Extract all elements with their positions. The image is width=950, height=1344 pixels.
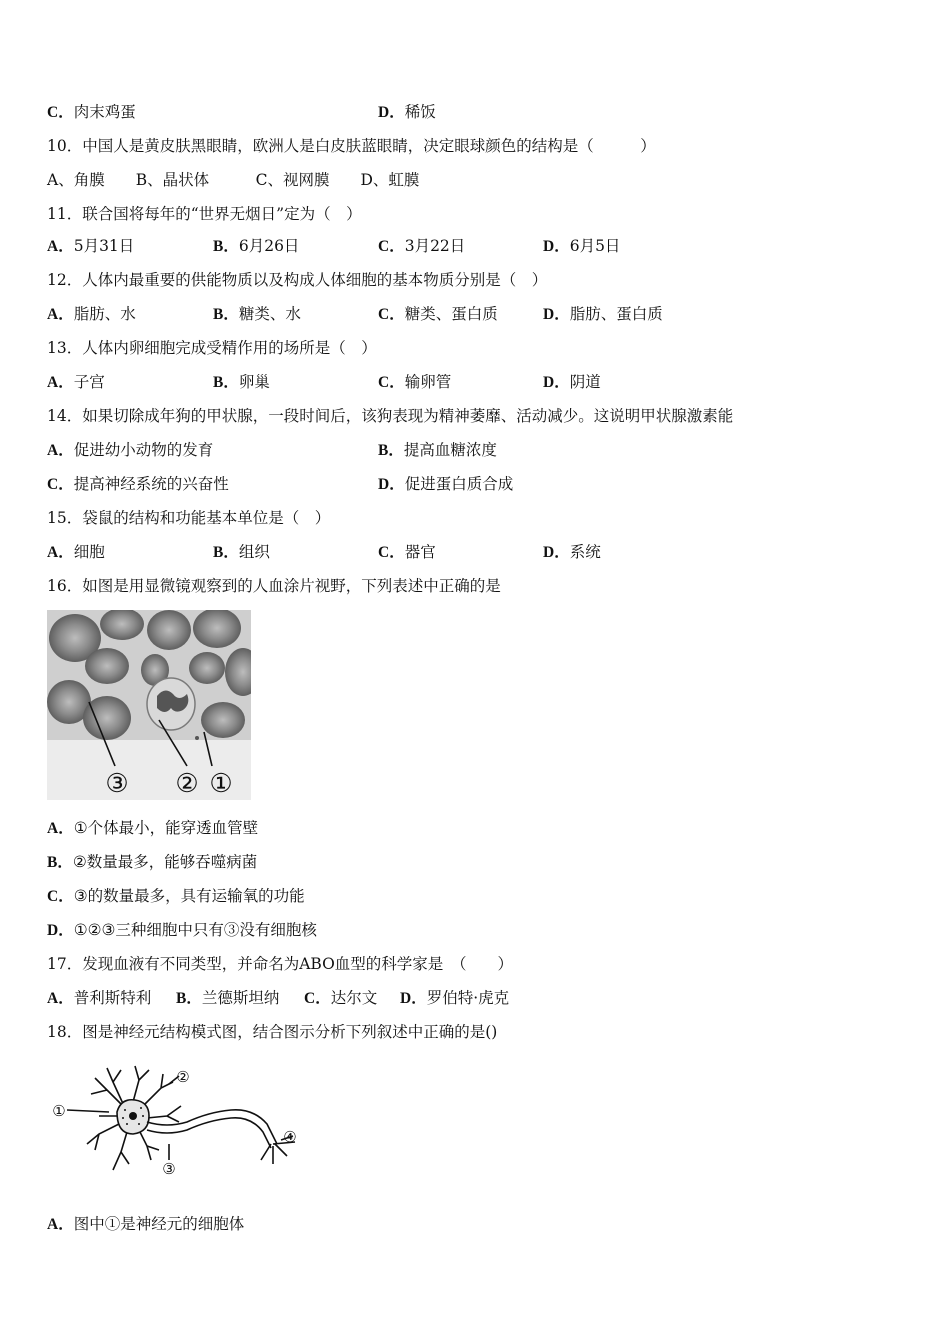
option-letter: A．: [47, 442, 74, 459]
option-text: 糖类、蛋白质: [404, 305, 498, 323]
q10-stem: 10．中国人是黄皮肤黑眼睛，欧洲人是白皮肤蓝眼睛，决定眼球颜色的结构是（ ）: [47, 137, 656, 155]
blood-smear-image: [47, 610, 251, 800]
q12-option-a: [47, 304, 136, 325]
q12-stem: 12．人体内最重要的供能物质以及构成人体细胞的基本物质分别是（ ）: [47, 271, 548, 289]
q16-option-d: [47, 920, 317, 941]
q17-option-d: [400, 988, 509, 1009]
option-text: 普利斯特利: [73, 989, 152, 1007]
q16-option-c: [47, 886, 305, 907]
option-text: ①个体最小，能穿透血管壁: [73, 819, 259, 837]
option-text: 糖类、水: [238, 305, 301, 323]
platelet: [195, 736, 199, 740]
option-text: 达尔文: [330, 989, 378, 1007]
option-letter: A．: [47, 238, 74, 255]
option-letter: B．: [47, 854, 73, 871]
neuron-diagram: [47, 1060, 307, 1180]
option-letter: B．: [213, 238, 239, 255]
option-text: 促进幼小动物的发育: [73, 441, 214, 459]
option-text: 图中①是神经元的细胞体: [73, 1215, 245, 1233]
option-text: 器官: [404, 543, 436, 561]
q14-option-d: [378, 474, 513, 495]
q13-stem: 13．人体内卵细胞完成受精作用的场所是（ ）: [47, 339, 377, 357]
neuron-label-3: ③: [162, 1160, 176, 1178]
option-text: ②数量最多，能够吞噬病菌: [72, 853, 258, 871]
q9-option-d: [378, 102, 436, 123]
option-letter: A．: [47, 374, 74, 391]
q18-stem: 18．图是神经元结构模式图，结合图示分析下列叙述中正确的是(): [47, 1023, 498, 1041]
neuron-label-1: ①: [52, 1102, 66, 1120]
option-letter: B．: [213, 374, 239, 391]
option-letter: D．: [47, 922, 74, 939]
option-text: 6月26日: [238, 237, 300, 255]
q15-option-c: [378, 542, 436, 563]
q17-option-a: [47, 988, 151, 1009]
q12-option-d: [543, 304, 663, 325]
option-letter: C．: [304, 990, 331, 1007]
q14-option-c: [47, 474, 229, 495]
q11-option-a: [47, 236, 134, 257]
option-text: 脂肪、蛋白质: [569, 305, 663, 323]
option-letter: D．: [378, 104, 405, 121]
option-letter: B．: [213, 544, 239, 561]
option-text: 组织: [238, 543, 270, 561]
option-text: 罗伯特·虎克: [426, 989, 510, 1007]
option-letter: B．: [176, 990, 202, 1007]
blood-smear-figure: [47, 610, 251, 800]
option-text: 卵巢: [238, 373, 270, 391]
option-letter: D．: [543, 374, 570, 391]
q18-option-a: [47, 1214, 244, 1235]
q11-option-c: [378, 236, 465, 257]
q12-option-c: [378, 304, 498, 325]
option-text: ③的数量最多，具有运输氧的功能: [73, 887, 305, 905]
q17-option-c: [304, 988, 377, 1009]
option-letter: D．: [543, 306, 570, 323]
neuron-label-2: ②: [176, 1068, 190, 1086]
option-text: 6月5日: [569, 237, 621, 255]
q17-option-b: [176, 988, 279, 1009]
option-text: 兰德斯坦纳: [201, 989, 280, 1007]
q10-options: A、角膜 B、晶状体 C、视网膜 D、虹膜: [47, 171, 420, 189]
option-text: 提高神经系统的兴奋性: [73, 475, 229, 493]
option-text: 肉末鸡蛋: [73, 103, 136, 121]
option-text: 3月22日: [404, 237, 466, 255]
neuron-figure: [47, 1060, 307, 1180]
q14-stem: 14．如果切除成年狗的甲状腺，一段时间后，该狗表现为精神萎靡、活动减少。这说明甲状腺激素能: [47, 407, 734, 425]
option-letter: C．: [47, 476, 74, 493]
option-letter: C．: [378, 374, 405, 391]
label-3: ③: [105, 769, 129, 799]
option-letter: C．: [378, 306, 405, 323]
option-letter: A．: [47, 306, 74, 323]
white-blood-cell: [147, 678, 195, 730]
option-text: 脂肪、水: [73, 305, 136, 323]
option-letter: D．: [378, 476, 405, 493]
option-letter: B．: [213, 306, 239, 323]
option-text: 促进蛋白质合成: [404, 475, 514, 493]
option-letter: C．: [47, 104, 74, 121]
option-letter: C．: [47, 888, 74, 905]
q13-option-d: [543, 372, 601, 393]
q15-option-b: [213, 542, 270, 563]
q15-stem: 15．袋鼠的结构和功能基本单位是（ ）: [47, 509, 331, 527]
q15-option-d: [543, 542, 601, 563]
option-letter: C．: [378, 544, 405, 561]
option-text: 系统: [569, 543, 601, 561]
option-text: 提高血糖浓度: [403, 441, 497, 459]
option-text: 输卵管: [404, 373, 452, 391]
q14-option-a: [47, 440, 213, 461]
option-text: 子宫: [73, 373, 105, 391]
q14-option-b: [378, 440, 497, 461]
q11-stem: 11．联合国将每年的“世界无烟日”定为（ ）: [47, 205, 362, 223]
option-letter: A．: [47, 1216, 74, 1233]
q12-option-b: [213, 304, 301, 325]
q16-stem: 16．如图是用显微镜观察到的人血涂片视野，下列表述中正确的是: [47, 577, 501, 595]
q13-option-a: [47, 372, 105, 393]
option-letter: D．: [400, 990, 427, 1007]
q13-option-c: [378, 372, 451, 393]
q17-stem: 17．发现血液有不同类型，并命名为ABO血型的科学家是 （ ）: [47, 955, 514, 973]
option-letter: A．: [47, 990, 74, 1007]
q9-option-c: [47, 102, 136, 123]
option-letter: C．: [378, 238, 405, 255]
q15-option-a: [47, 542, 105, 563]
option-text: 5月31日: [73, 237, 135, 255]
option-text: ①②③三种细胞中只有③没有细胞核: [73, 921, 317, 939]
option-letter: B．: [378, 442, 404, 459]
label-2: ②: [175, 769, 199, 799]
q11-option-b: [213, 236, 299, 257]
option-letter: A．: [47, 820, 74, 837]
option-letter: D．: [543, 544, 570, 561]
q13-option-b: [213, 372, 270, 393]
label-1: ①: [209, 769, 233, 799]
option-letter: D．: [543, 238, 570, 255]
option-text: 稀饭: [404, 103, 436, 121]
neuron-label-4: ④: [283, 1128, 297, 1146]
q16-option-b: [47, 852, 257, 873]
option-letter: A．: [47, 544, 74, 561]
q11-option-d: [543, 236, 620, 257]
q16-option-a: [47, 818, 258, 839]
option-text: 阴道: [569, 373, 601, 391]
option-text: 细胞: [73, 543, 105, 561]
